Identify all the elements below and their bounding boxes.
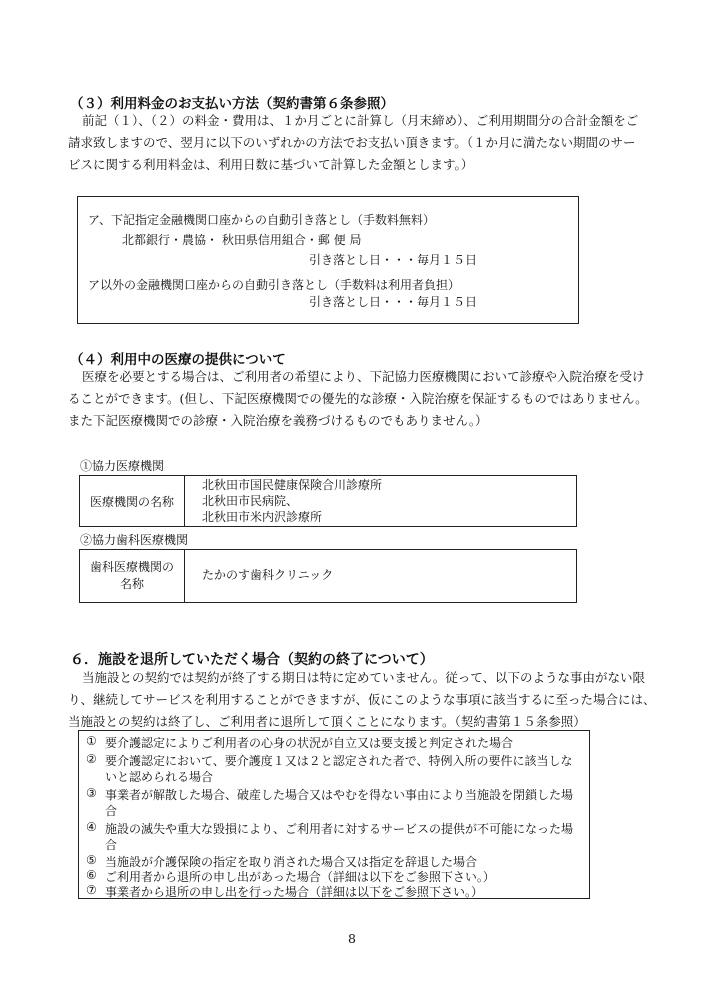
item-text: 要介護認定において、要介護度１又は２と認定された者で、特例入所の要件に該当しな xyxy=(105,754,573,768)
item-number: ⑤ xyxy=(86,853,97,867)
medical-institution-table xyxy=(79,475,577,527)
section4-paragraph-line3: また下記医療機関での診療・入院治療を義務づけるものでもありません。） xyxy=(68,413,488,428)
designated-banks: 北都銀行・農協・ 秋田県信用組合・郵 便 局 xyxy=(122,233,362,247)
item-number: ③ xyxy=(86,786,97,800)
medical-institution-name: 北秋田市民病院、 xyxy=(202,494,299,508)
page-number: 8 xyxy=(348,931,356,946)
debit-date-other: 引き落とし日・・・毎月１５日 xyxy=(309,295,478,309)
section4-paragraph-line1: 医療を必要とする場合は、ご利用者の希望により、下記協力医療機関において診療や入院治療を受け xyxy=(82,369,645,384)
medical-institution-values xyxy=(185,476,577,527)
section6-paragraph-line1: 当施設との契約では契約が終了する期日は特に定めていません。従って、以下のような事由がない限 xyxy=(82,670,646,685)
section3-heading: （３）利用料金のお支払い方法（契約書第６条参照） xyxy=(70,96,394,112)
item-number: ① xyxy=(86,734,97,748)
item-text: 事業者から退所の申し出を行った場合（詳細は以下をご参照下さい。） xyxy=(105,885,484,899)
item-text: 施設の滅失や重大な毀損により、ご利用者に対するサービスの提供が不可能になった場 xyxy=(105,822,574,836)
item-text-continued: いと認められる場合 xyxy=(105,770,214,784)
payment-option-other: ア以外の金融機関口座からの自動引き落とし（手数料は利用者負担） xyxy=(88,278,461,292)
dental-institution-name: たかのす歯科クリニック xyxy=(185,550,577,603)
section3-paragraph-line3: ビスに関する利用料金は、利用日数に基づいて計算した金額とします。） xyxy=(68,157,474,172)
item-number: ② xyxy=(86,752,97,766)
medical-institution-caption: ①協力医療機関 xyxy=(80,459,165,473)
item-text: 要介護認定によりご利用者の心身の状況が自立又は要支援と判定された場合 xyxy=(105,736,514,750)
medical-institution-name: 北秋田市米内沢診療所 xyxy=(202,510,323,524)
item-text: 事業者が解散した場合、破産した場合又はやむを得ない事由により当施設を閉鎖した場 xyxy=(105,788,574,802)
item-text: ご利用者から退所の申し出があった場合（詳細は以下をご参照下さい。） xyxy=(105,870,495,884)
section3-paragraph-line1: 前記（１）、（２）の料金・費用は、１か月ごとに計算し（月末締め）、ご利用期間分の合計金額をご xyxy=(82,113,639,128)
item-number: ⑥ xyxy=(86,868,97,882)
section6-heading: ６．施設を退所していただく場合（契約の終了について） xyxy=(70,652,434,668)
dental-institution-table xyxy=(79,549,577,603)
dental-label-line1: 歯科医療機関の xyxy=(89,560,174,574)
item-text-continued: 合 xyxy=(105,838,118,852)
item-number: ⑦ xyxy=(86,883,97,897)
section6-paragraph-line3: 当施設との契約は終了し、ご利用者に退所して頂くことになります。（契約書第１５条参照） xyxy=(68,714,586,729)
medical-institution-name: 北秋田市国民健康保険合川診療所 xyxy=(202,478,383,492)
item-text-continued: 合 xyxy=(105,804,118,818)
section4-heading: （４）利用中の医療の提供について xyxy=(70,352,286,368)
dental-institution-caption: ②協力歯科医療機関 xyxy=(80,533,189,547)
dental-institution-label xyxy=(80,550,185,603)
payment-option-a: ア、下記指定金融機関口座からの自動引き落とし（手数料無料） xyxy=(88,213,436,227)
medical-institution-label: 医療機関の名称 xyxy=(80,476,185,527)
debit-date-a: 引き落とし日・・・毎月１５日 xyxy=(309,253,478,267)
termination-conditions-box xyxy=(78,730,590,899)
section6-paragraph-line2: り、継続してサービスを利用することができますが、仮にこのような事項に該当するに至った場合には、 xyxy=(68,692,656,707)
dental-label-line2: 名称 xyxy=(119,577,144,591)
section3-paragraph-line2: 請求致しますので、翌月に以下のいずれかの方法でお支払い頂きます。（１か月に満たない期間のサー xyxy=(68,135,636,150)
item-text: 当施設が介護保険の指定を取り消された場合又は指定を辞退した場合 xyxy=(105,855,478,869)
item-number: ④ xyxy=(86,820,97,834)
payment-methods-box xyxy=(77,196,579,324)
section4-paragraph-line2: ることができます。(但し、下記医療機関での優先的な診療・入院治療を保証するものではありません。 xyxy=(68,391,648,406)
